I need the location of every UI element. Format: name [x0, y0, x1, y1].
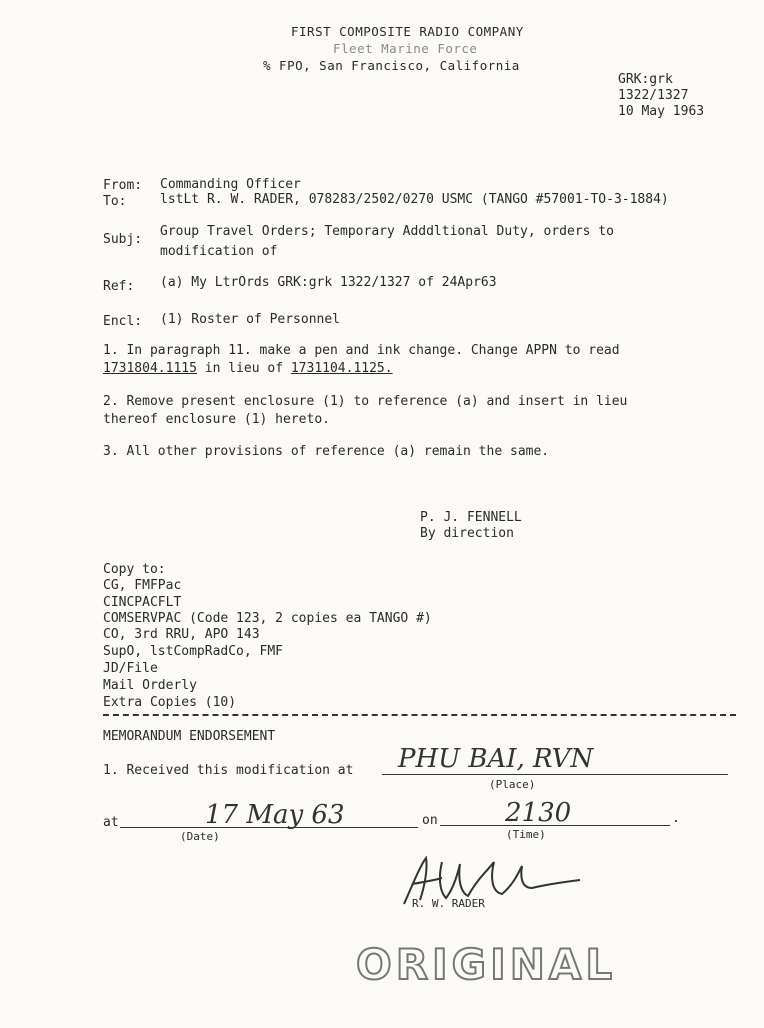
from-value: Commanding Officer: [160, 177, 301, 192]
copy-to-label: Copy to:: [103, 562, 166, 577]
dashed-separator: [103, 714, 736, 716]
copy-to-item: SupO, lstCompRadCo, FMF: [103, 644, 284, 659]
from-label: From:: [103, 178, 143, 193]
signer-name: P. J. FENNELL: [420, 510, 522, 525]
copy-to-item: COMSERVPAC (Code 123, 2 copies ea TANGO #): [103, 611, 432, 626]
ref-label: Ref:: [103, 279, 135, 294]
place-handwritten: PHU BAI, RVN: [398, 744, 594, 774]
subj-line2: modification of: [160, 244, 278, 259]
letter-date: 10 May 1963: [618, 104, 705, 119]
to-label: To:: [103, 194, 127, 209]
endorsement-title: MEMORANDUM ENDORSEMENT: [103, 729, 276, 744]
old-appn: 1731104.1125.: [290, 361, 393, 376]
date-handwritten: 17 May 63: [205, 800, 345, 830]
endorsement-line1: 1. Received this modification at: [103, 763, 354, 778]
at-label: at: [103, 815, 119, 830]
on-label: on: [422, 813, 438, 828]
subj-line1: Group Travel Orders; Temporary Adddltional Duty, orders to: [160, 224, 614, 239]
copy-to-item: Mail Orderly: [103, 678, 197, 693]
copy-to-item: JD/File: [103, 661, 158, 676]
ref-value: (a) My LtrOrds GRK:grk 1322/1327 of 24Apr63: [160, 275, 497, 290]
encl-label: Encl:: [103, 314, 143, 329]
copy-to-item: CO, 3rd RRU, APO 143: [103, 627, 260, 642]
letterhead-force: Fleet Marine Force: [333, 41, 478, 56]
period: .: [672, 811, 680, 826]
file-code: GRK:grk: [618, 72, 673, 87]
para1-line1: 1. In paragraph 11. make a pen and ink change. Change APPN to read: [103, 343, 620, 358]
place-caption: (Place): [489, 778, 536, 791]
date-caption: (Date): [180, 830, 220, 843]
file-number: 1322/1327: [618, 88, 689, 103]
in-lieu-of: in lieu of: [196, 361, 291, 376]
subj-label: Subj:: [103, 232, 143, 247]
signer-title: By direction: [420, 526, 514, 541]
copy-to-item: CG, FMFPac: [103, 578, 182, 593]
letterhead-unit: FIRST COMPOSITE RADIO COMPANY: [291, 24, 524, 39]
encl-value: (1) Roster of Personnel: [160, 312, 341, 327]
to-value: lstLt R. W. RADER, 078283/2502/0270 USMC (TANGO #57001-TO-3-1884): [160, 192, 669, 207]
para3: 3. All other provisions of reference (a) remain the same.: [103, 444, 550, 459]
endorsement-signer: R. W. RADER: [412, 897, 485, 910]
para2-line2: thereof enclosure (1) hereto.: [103, 412, 330, 427]
place-blank-line: [382, 774, 728, 775]
new-appn: 1731804.1115: [103, 361, 197, 376]
time-caption: (Time): [506, 828, 546, 841]
para2-line1: 2. Remove present enclosure (1) to reference (a) and insert in lieu: [103, 394, 628, 409]
para1-line2: [103, 361, 393, 376]
letterhead-address: % FPO, San Francisco, California: [263, 58, 520, 73]
copy-to-item: CINCPACFLT: [103, 595, 182, 610]
time-handwritten: 2130: [505, 798, 572, 828]
original-stamp: ORIGINAL: [356, 940, 617, 989]
copy-to-item: Extra Copies (10): [103, 695, 237, 710]
